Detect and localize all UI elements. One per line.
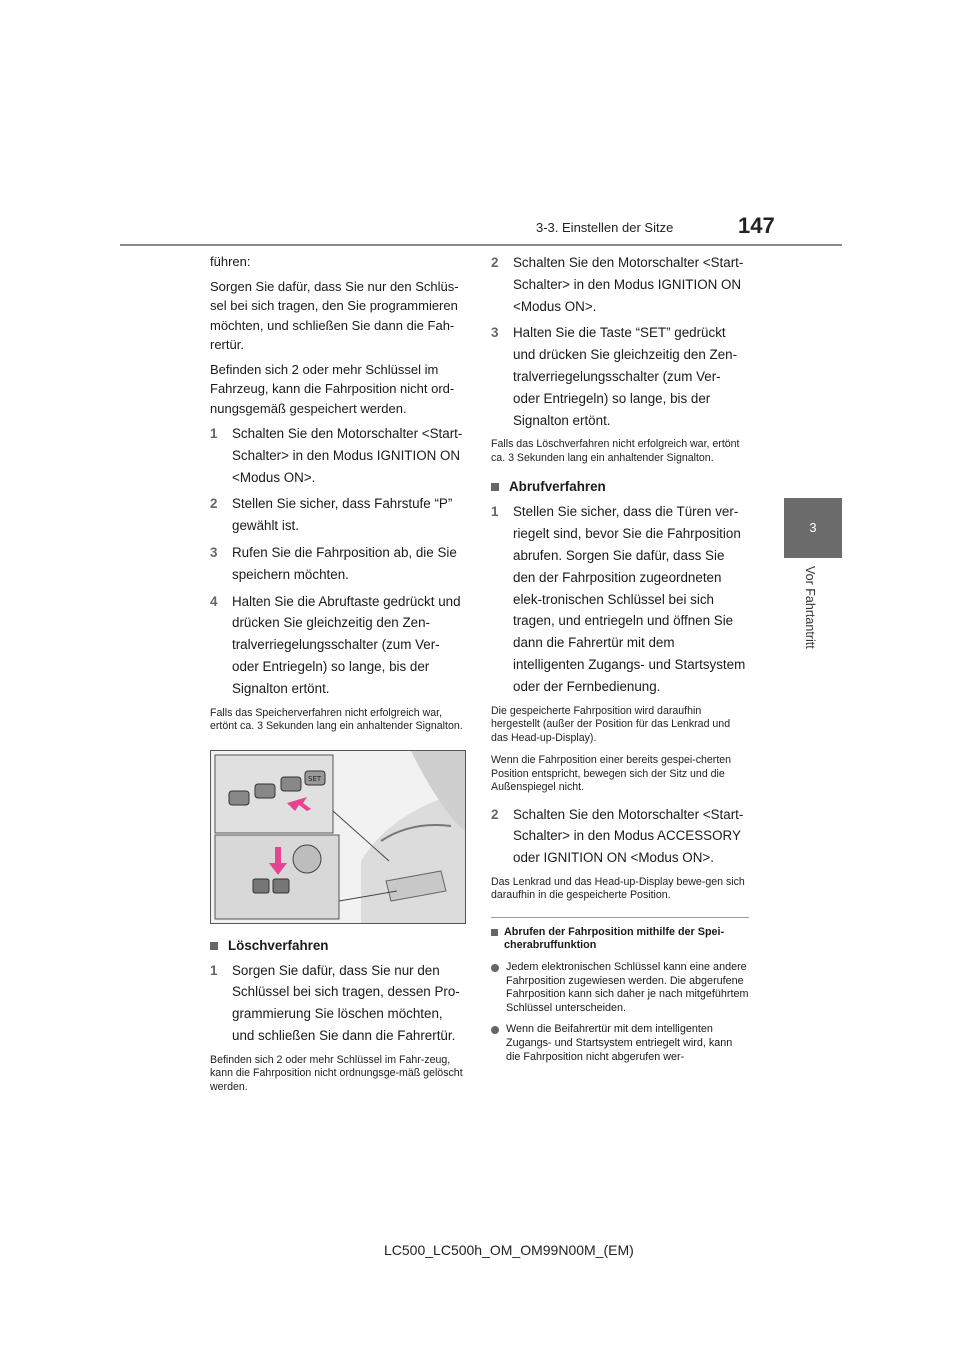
step-number: 2 — [210, 496, 218, 512]
square-bullet-icon — [491, 483, 499, 491]
step-item — [210, 542, 466, 586]
step-item — [491, 501, 749, 697]
step-item — [210, 423, 466, 488]
step-text: Halten Sie die Abruftaste gedrückt und drücken Sie gleichzeitig den Zen-tralverriegelungsschalter (zum Ver- oder Entriegeln) so lange, bis der Signalton ertönt. — [232, 593, 461, 696]
header-rule — [120, 244, 842, 246]
step-text: Schalten Sie den Motorschalter <Start-Schalter> in den Modus IGNITION ON <Modus ON>. — [513, 255, 744, 314]
note-text: Die gespeicherte Fahrposition wird daraufhin hergestellt (außer der Position für das Lenkrad und das Head-up-Display). — [491, 704, 731, 744]
note-text: Falls das Löschverfahren nicht erfolgreich war, ertönt ca. 3 Sekunden lang ein anhaltender Signalton. — [491, 438, 740, 464]
note-text: Befinden sich 2 oder mehr Schlüssel im Fahr-zeug, kann die Fahrposition nicht ordnungsge-mäß gelöscht werden. — [210, 1053, 463, 1093]
subsection-heading-memory-recall: Abrufen der Fahrposition mithilfe der Spei-cherabruffunktion — [491, 926, 749, 953]
step-number: 2 — [491, 806, 499, 822]
note-text: Falls das Speicherverfahren nicht erfolgreich war, ertönt ca. 3 Sekunden lang ein anhaltender Signalton. — [210, 706, 463, 733]
bullet-item: Wenn die Beifahrertür mit dem intelligenten Zugangs- und Startsystem entriegelt wird, kann die Fahrposition nicht abgerufen wer- — [491, 1023, 749, 1064]
step-item — [210, 493, 466, 537]
step-number: 3 — [491, 325, 499, 341]
step-item — [210, 591, 466, 700]
section-heading-recall: Abrufverfahren — [491, 477, 749, 497]
step-text: Rufen Sie die Fahrposition ab, die Sie speichern möchten. — [232, 544, 457, 582]
step-number: 1 — [491, 504, 499, 520]
step-text: Schalten Sie den Motorschalter <Start-Schalter> in den Modus IGNITION ON <Modus ON>. — [232, 426, 463, 485]
chapter-tab[interactable]: 3 — [784, 498, 842, 558]
footer-doc-code: LC500_LC500h_OM_OM99N00M_(EM) — [384, 1242, 634, 1258]
step-text: Sorgen Sie dafür, dass Sie nur den Schlüssel bei sich tragen, dessen Pro-grammierung Sie löschen möchten, und schließen Sie dann die Fahrertür. — [232, 962, 460, 1043]
section-heading-delete: Löschverfahren — [210, 936, 466, 956]
left-column — [210, 252, 466, 1103]
step-item — [491, 252, 749, 317]
bullet-item: Jedem elektronischen Schlüssel kann eine andere Fahrposition zugewiesen werden. Die abgerufene Fahrposition kann sich daher je nach mitgeführtem Schlüssel unterscheiden. — [491, 961, 749, 1015]
header-title: 3-3. Einstellen der Sitze — [536, 220, 674, 235]
round-bullet-icon — [491, 964, 499, 972]
door-switch-drawing — [211, 751, 465, 923]
step-number: 3 — [210, 544, 218, 560]
square-bullet-icon — [210, 942, 218, 950]
set-button-label: SET — [308, 774, 322, 783]
step-text: Halten Sie die Taste “SET” gedrückt und drücken Sie gleichzeitig den Zen-tralverriegelungsschalter (zum Ver- oder Entriegeln) so lange, bis der Signalton ertönt. — [513, 325, 738, 428]
round-bullet-icon — [491, 1026, 499, 1034]
intro-text: Befinden sich 2 oder mehr Schlüssel im Fahrzeug, kann die Fahrposition nicht ord-nungsgemäß gespeichert werden. — [210, 361, 455, 416]
step-text: Stellen Sie sicher, dass Fahrstufe “P” gewählt ist. — [232, 496, 453, 534]
note-text: Wenn die Fahrposition einer bereits gespei-cherten Position entspricht, bewegen sich der Sitz und die Außenspiegel nicht. — [491, 754, 732, 794]
right-column — [491, 252, 749, 1072]
page-number: 147 — [738, 213, 775, 238]
intro-text: Sorgen Sie dafür, dass Sie nur den Schlüs-sel bei sich tragen, den Sie programmieren möchten, und schließen Sie dann die Fah-rertür. — [210, 278, 459, 352]
square-bullet-icon — [491, 929, 498, 936]
step-number: 1 — [210, 426, 218, 441]
chapter-label: Vor Fahrtantritt — [803, 566, 817, 649]
note-text: Das Lenkrad und das Head-up-Display bewe-gen sich daraufhin in die gespeicherte Position. — [491, 875, 745, 902]
step-text: Schalten Sie den Motorschalter <Start-Schalter> in den Modus ACCESSORY oder IGNITION ON <Modus ON>. — [513, 806, 744, 866]
step-number: 1 — [210, 962, 218, 978]
step-number: 2 — [491, 255, 499, 270]
step-number: 4 — [210, 593, 218, 609]
step-text: Stellen Sie sicher, dass die Türen ver-riegelt sind, bevor Sie die Fahrposition abrufen. Sorgen Sie dafür, dass Sie den der Fahrposition zugeordneten elek-tronischen Schlüssel bei sich tragen, und entriegeln und öffnen Sie dann die Fahrertür mit dem intelligenten Zugangs- und Startsystem oder der Fernbedienung. — [513, 504, 746, 694]
door-switch-illustration — [210, 750, 466, 924]
section-divider — [491, 917, 749, 918]
step-item — [491, 804, 749, 869]
step-item — [491, 322, 749, 431]
intro-text: führen: — [210, 254, 251, 269]
step-item — [210, 960, 466, 1047]
